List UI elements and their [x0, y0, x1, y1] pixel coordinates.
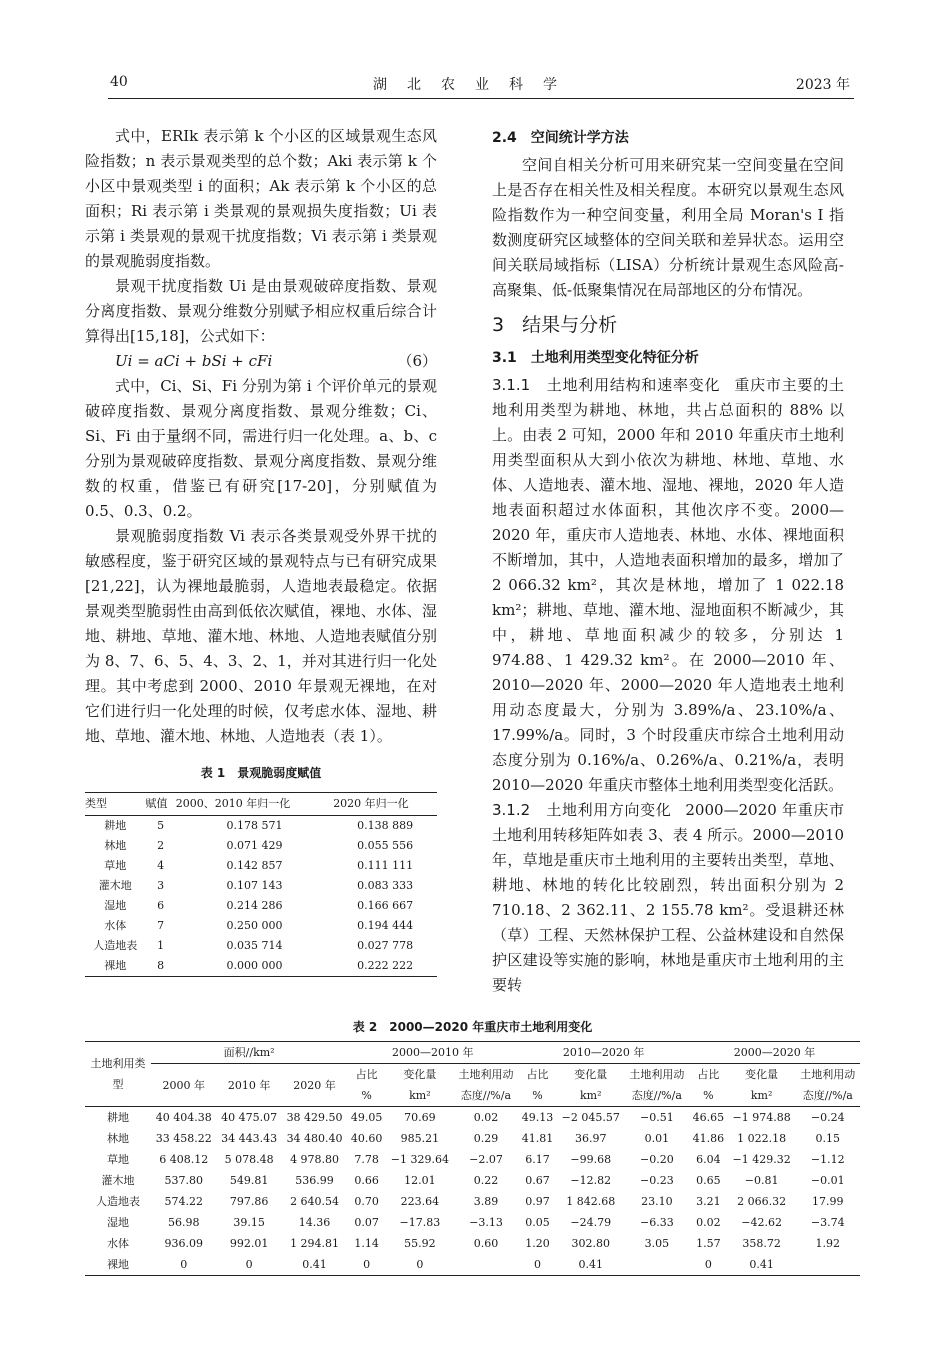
table-cell-type: 林地 — [104, 839, 127, 852]
para-disturbance-index: 景观干扰度指数 Ui 是由景观破碎度指数、景观分离度指数、景观分维数分别赋予相应权重后综合计算得出[15,18]，公式如下： — [85, 277, 437, 345]
table-cell: −99.68 — [570, 1153, 612, 1166]
para-spatial-stats: 空间自相关分析可用来研究某一空间变量在空间上是否存在相关性及相关程度。本研究以景观生态风险指数作为一种空间变量，利用全局 Moran's I 指数测度研究区域整体的空间关联和差异状态。运用空间关联局域指标（LISA）分析统计景观生态风险高-高聚集、低-低聚集情况在局部地区的分布情况。 — [492, 156, 844, 299]
section-title: 结果与分析 — [522, 314, 618, 336]
table2-sub-dynamic: 土地利用动 — [629, 1068, 685, 1081]
table-cell-type: 裸地 — [85, 956, 146, 977]
table-cell: 0.07 — [354, 1216, 379, 1229]
table-cell: 0.250 000 — [226, 919, 283, 932]
table-cell: 549.81 — [229, 1174, 269, 1187]
formula-6 — [85, 349, 437, 374]
table-cell: 0 — [216, 1254, 281, 1276]
table-cell: 1.92 — [815, 1237, 841, 1250]
table-cell: 34 443.43 — [221, 1132, 278, 1145]
table2-unit: km² — [386, 1085, 454, 1107]
table-cell: −3.13 — [469, 1216, 503, 1229]
table-cell-type: 林地 — [107, 1132, 129, 1145]
table-cell: 12.01 — [404, 1174, 436, 1187]
table-cell: 0.142 857 — [226, 859, 283, 872]
heading-3-1: 3.1 土地利用类型变化特征分析 — [492, 350, 699, 366]
table-cell: 1 022.18 — [737, 1132, 787, 1145]
table-cell: 0.02 — [473, 1111, 499, 1124]
table-cell: 7 — [157, 919, 165, 932]
table-cell: −1 974.88 — [732, 1111, 791, 1124]
table2-header-period: 2000—2010 年 — [347, 1042, 518, 1064]
left-column — [85, 124, 437, 977]
table-cell-type: 灌木地 — [98, 879, 132, 892]
table-cell-type: 水体 — [104, 919, 127, 932]
para-formula-explanation: 式中，Ci、Si、Fi 分别为第 i 个评价单元的景观破碎度指数、景观分离度指数、景观分维数；Ci、Si、Fi 由于量纲不同，需进行归一化处理。a、b、c 分别为景观破碎度指数、景观分离度指数、景观分维数的权重，借鉴已有研究[17-20]，分别赋值为 0.5、0.3、0.2。 — [85, 377, 437, 520]
table2-header-type: 土地利用类型 — [85, 1042, 151, 1107]
table-cell — [796, 1254, 860, 1276]
table2-row — [85, 1191, 860, 1212]
table-cell: 5 078.48 — [224, 1153, 274, 1166]
table-cell: 6.17 — [525, 1153, 550, 1166]
table-cell: 0.178 571 — [226, 819, 283, 832]
table-cell: 0.41 — [557, 1254, 625, 1276]
table-cell: 1.20 — [525, 1237, 550, 1250]
table2-sub-dynamic: 土地利用动 — [458, 1068, 514, 1081]
table-cell: 0.027 778 — [357, 939, 414, 952]
table-cell: 223.64 — [400, 1195, 440, 1208]
table-cell: 0.60 — [473, 1237, 499, 1250]
table-cell: 0.29 — [473, 1132, 499, 1145]
table-cell: 0.70 — [354, 1195, 379, 1208]
table-cell: 0.214 286 — [226, 899, 283, 912]
table-cell: 0.111 111 — [357, 859, 414, 872]
table-cell: 0 — [347, 1254, 386, 1276]
table-cell: 0.66 — [354, 1174, 379, 1187]
table-cell: −0.01 — [810, 1174, 845, 1187]
table-cell: −2.07 — [469, 1153, 503, 1166]
heading-3-1-1: 3.1.1 土地利用结构和速率变化 — [492, 376, 721, 394]
table-cell — [625, 1254, 689, 1276]
table2-caption: 表 2 2000—2020 年重庆市土地利用变化 — [352, 1020, 593, 1034]
table-cell: 0.138 889 — [357, 819, 414, 832]
table-cell: 0.083 333 — [357, 879, 414, 892]
table-cell: 797.86 — [229, 1195, 269, 1208]
page-number: 40 — [110, 74, 128, 90]
table2 — [85, 1041, 860, 1276]
table-cell: 574.22 — [164, 1195, 203, 1208]
para-3-1-2 — [492, 798, 844, 998]
table-cell: 0 — [151, 1254, 216, 1276]
table-cell-type: 湿地 — [104, 899, 127, 912]
table-cell: 56.98 — [167, 1216, 200, 1229]
table-cell: −24.79 — [570, 1216, 612, 1229]
table2-header-period: 2010—2020 年 — [518, 1042, 689, 1064]
table-cell: 0.035 714 — [226, 939, 283, 952]
table-cell: 0.071 429 — [226, 839, 283, 852]
table2-row — [85, 1170, 860, 1191]
table2-sub-share: 占比 — [355, 1068, 378, 1081]
table-cell: −0.81 — [744, 1174, 779, 1187]
para-eri-definition: 式中，ERIk 表示第 k 个小区的区域景观生态风险指数；n 表示景观类型的总个数；Aki 表示第 k 个小区中景观类型 i 的面积；Ak 表示第 k 个小区的总面积；Ri 表示第 i 类景观的景观损失度指数；Ui 表示第 i 类景观的景观干扰度指数；Vi 表示第 i 类景观的景观脆弱度指数。 — [85, 127, 437, 270]
table-cell: −0.20 — [639, 1153, 674, 1166]
heading-2-4: 2.4 空间统计学方法 — [492, 130, 629, 146]
table-cell: −3.74 — [810, 1216, 845, 1229]
table1-caption: 表 1 景观脆弱度赋值 — [200, 766, 322, 780]
table-cell: 0.055 556 — [357, 839, 414, 852]
table2-row — [85, 1233, 860, 1254]
table-cell: 41.81 — [521, 1132, 554, 1145]
table-cell: 55.92 — [404, 1237, 436, 1250]
table-cell: 3.05 — [644, 1237, 670, 1250]
table-cell: 0.000 000 — [176, 956, 333, 977]
table-cell: 2 — [157, 839, 165, 852]
table2-header-year: 2020 年 — [282, 1064, 347, 1107]
table-cell: 4 978.80 — [290, 1153, 340, 1166]
table-cell: −0.51 — [639, 1111, 674, 1124]
table-cell: −17.83 — [399, 1216, 441, 1229]
table1-row — [85, 896, 437, 916]
table2-unit: % — [347, 1085, 386, 1107]
table-cell: 7.78 — [354, 1153, 379, 1166]
table-cell: 0 — [518, 1254, 557, 1276]
table-cell: 40 404.38 — [155, 1111, 212, 1124]
table2-sub-share: 占比 — [697, 1068, 720, 1081]
table2-header-year: 2000 年 — [151, 1064, 216, 1107]
table2-row — [85, 1128, 860, 1149]
table1-row — [85, 956, 437, 977]
table-cell-type: 裸地 — [85, 1254, 151, 1276]
table2-header-year: 2010 年 — [216, 1064, 281, 1107]
table-cell: 38 429.50 — [286, 1111, 343, 1124]
table1-row — [85, 816, 437, 837]
table-cell: 34 480.40 — [286, 1132, 343, 1145]
table-cell: 1.57 — [696, 1237, 721, 1250]
table-cell: −1 429.32 — [732, 1153, 791, 1166]
table-cell: 0.15 — [815, 1132, 841, 1145]
table-cell: 36.97 — [575, 1132, 607, 1145]
table-cell: 8 — [146, 956, 176, 977]
table-cell-type: 耕地 — [104, 819, 127, 832]
table-cell: 536.99 — [295, 1174, 334, 1187]
table-cell: 1.14 — [354, 1237, 379, 1250]
table-cell: 2 066.32 — [737, 1195, 787, 1208]
table1-header: 赋值 — [146, 793, 176, 816]
table1-row — [85, 936, 437, 956]
table-cell: 40 475.07 — [221, 1111, 278, 1124]
table2-sub-change: 变化量 — [574, 1068, 608, 1081]
table2-header-period: 2000—2020 年 — [689, 1042, 860, 1064]
table2-row — [85, 1107, 860, 1129]
journal-name: 湖北农业科学 — [373, 77, 577, 93]
table-cell: 0 — [386, 1254, 454, 1276]
table2-unit: 态度//%/a — [796, 1085, 860, 1107]
formula-expression: Ui = aCi + bSi + cFi — [115, 352, 273, 370]
table-cell: 14.36 — [298, 1216, 331, 1229]
table2-header-area: 面积//km² — [151, 1042, 347, 1064]
table-cell-type: 草地 — [104, 859, 127, 872]
table2-unit: km² — [728, 1085, 796, 1107]
table1-row — [85, 836, 437, 856]
heading-3-1-2: 3.1.2 土地利用方向变化 — [492, 801, 672, 819]
table-cell: 0.222 222 — [333, 956, 437, 977]
para-vulnerability-index: 景观脆弱度指数 Vi 表示各类景观受外界干扰的敏感程度，鉴于研究区域的景观特点与已有研究成果[21,22]，认为裸地最脆弱，人造地表最稳定。依据景观类型脆弱性由高到低依次赋值，裸地、水体、湿地、耕地、草地、灌木地、林地、人造地表赋值分别为 8、7、6、5、4、3、2、1，并对其进行归一化处理。其中考虑到 2000、2010 年景观无裸地，在对它们进行归一化处理的时候，仅考虑水体、湿地、耕地、草地、灌木地、林地、人造地表（表 1）。 — [85, 527, 437, 745]
table-cell: −12.82 — [570, 1174, 612, 1187]
table-cell: 302.80 — [571, 1237, 610, 1250]
table1 — [85, 792, 437, 977]
table-cell: 0.41 — [282, 1254, 347, 1276]
table2-sub-change: 变化量 — [745, 1068, 779, 1081]
table-cell: −0.23 — [639, 1174, 674, 1187]
table2-sub-change: 变化量 — [403, 1068, 437, 1081]
table2-unit: % — [518, 1085, 557, 1107]
table-cell: 0.107 143 — [226, 879, 283, 892]
table-cell: 0.67 — [525, 1174, 550, 1187]
table-cell: 0 — [689, 1254, 728, 1276]
table-cell: 49.05 — [350, 1111, 383, 1124]
para-3-1-2-text: 2000—2020 年重庆市土地利用转移矩阵如表 3、表 4 所示。2000—2010 年，草地是重庆市土地利用的主要转出类型，草地、耕地、林地的转化比较剧烈，转出面积分别为 2 710.18、2 362.11、2 155.78 km²。受退耕还林（草）工程、天然林保护工程、公益林建设和自然保护区建设等实施的影响，林地是重庆市土地利用的主要转 — [492, 801, 844, 994]
table-cell: 6.04 — [696, 1153, 721, 1166]
table-cell: 0.01 — [644, 1132, 670, 1145]
table-cell: 992.01 — [229, 1237, 269, 1250]
table1-header-row — [85, 793, 437, 816]
table-cell-type: 草地 — [107, 1153, 129, 1166]
table-cell-type: 水体 — [107, 1237, 129, 1250]
table-cell: 1 294.81 — [290, 1237, 340, 1250]
table-cell: 985.21 — [400, 1132, 440, 1145]
table-cell: 0.166 667 — [357, 899, 414, 912]
table-cell: 17.99 — [812, 1195, 844, 1208]
table-cell — [454, 1254, 518, 1276]
table-cell: −1.12 — [810, 1153, 845, 1166]
header-rule — [108, 98, 854, 99]
table-cell: −42.62 — [741, 1216, 782, 1229]
table-cell: 0.97 — [525, 1195, 550, 1208]
journal-year: 2023 年 — [795, 77, 850, 93]
table-cell: 6 408.12 — [159, 1153, 209, 1166]
table-cell-type: 人造地表 — [93, 939, 138, 952]
table-cell-type: 湿地 — [107, 1216, 129, 1229]
table-cell: 1 842.68 — [566, 1195, 616, 1208]
table2-sub-share: 占比 — [526, 1068, 549, 1081]
table2-unit: km² — [557, 1085, 625, 1107]
table-cell: 2 640.54 — [290, 1195, 340, 1208]
table-cell: 537.80 — [164, 1174, 203, 1187]
table-cell: 3.89 — [473, 1195, 499, 1208]
table-cell: 49.13 — [521, 1111, 554, 1124]
table-cell: 936.09 — [164, 1237, 203, 1250]
table-cell: 70.69 — [404, 1111, 436, 1124]
table2-block — [85, 1018, 860, 1276]
table-cell: 33 458.22 — [155, 1132, 212, 1145]
table-cell: 3 — [157, 879, 165, 892]
table-cell: 0.02 — [696, 1216, 721, 1229]
table-cell: 41.86 — [692, 1132, 725, 1145]
table-cell-type: 灌木地 — [101, 1174, 135, 1187]
page-header — [0, 74, 950, 98]
table-cell: −2 045.57 — [561, 1111, 620, 1124]
table2-row — [85, 1149, 860, 1170]
table2-unit: 态度//%/a — [625, 1085, 689, 1107]
table2-sub-dynamic: 土地利用动 — [800, 1068, 856, 1081]
table-cell: 3.21 — [696, 1195, 721, 1208]
para-3-1-1 — [492, 373, 844, 798]
table1-header: 2000、2010 年归一化 — [176, 793, 333, 816]
table-cell: 1 — [157, 939, 165, 952]
heading-section-3 — [492, 313, 844, 338]
table1-row — [85, 876, 437, 896]
table-cell: 40.60 — [350, 1132, 383, 1145]
table-cell: 0.65 — [696, 1174, 721, 1187]
table-cell: −0.24 — [810, 1111, 845, 1124]
table-cell: 46.65 — [692, 1111, 725, 1124]
table-cell: 23.10 — [641, 1195, 673, 1208]
table-cell: −1 329.64 — [390, 1153, 449, 1166]
table-cell: 39.15 — [233, 1216, 265, 1229]
table2-unit: % — [689, 1085, 728, 1107]
table-cell: 0.194 444 — [357, 919, 414, 932]
table1-row — [85, 856, 437, 876]
table-cell: 0.22 — [473, 1174, 499, 1187]
table-cell: 5 — [157, 819, 165, 832]
table2-unit: 态度//%/a — [454, 1085, 518, 1107]
right-column — [492, 124, 844, 998]
table-cell: 358.72 — [742, 1237, 781, 1250]
table-cell: −6.33 — [639, 1216, 674, 1229]
table-cell-type: 人造地表 — [96, 1195, 140, 1208]
table-cell: 0.41 — [728, 1254, 796, 1276]
section-number: 3 — [492, 314, 505, 336]
table2-row — [85, 1254, 860, 1276]
table-cell: 0.05 — [525, 1216, 550, 1229]
para-3-1-1-text: 重庆市主要的土地利用类型为耕地、林地，共占总面积的 88% 以上。由表 2 可知，2000 年和 2010 年重庆市土地利用类型面积从大到小依次为耕地、林地、草地、水体、人造地表、灌木地、湿地、裸地，2020 年人造地表面积超过水体面积，其他次序不变。2000—2020 年，重庆市人造地表、林地、水体、裸地面积不断增加，其中，人造地表面积增加的最多，增加了 2 066.32 km²，其次是林地，增加了 1 022.18 km²；耕地、草地、灌木地、湿地面积不断减少，其中，耕地、草地面积减少的较多，分别达 1 974.88、1 429.32 km²。在 2000—2010 年、2010—2020 年、2000—2020 年人造地表土地利用动态度最大，分别为 3.89%/a、23.10%/a、17.99%/a。同时，3 个时段重庆市综合土地利用动态度分别为 0.16%/a、0.26%/a、0.21%/a，表明 2010—2020 年重庆市整体土地利用类型变化活跃。 — [492, 376, 844, 794]
table1-row — [85, 916, 437, 936]
formula-number: （6） — [397, 352, 437, 370]
table-cell-type: 耕地 — [107, 1111, 129, 1124]
table1-header: 类型 — [85, 793, 146, 816]
table2-row — [85, 1212, 860, 1233]
table1-header: 2020 年归一化 — [333, 793, 437, 816]
table-cell: 6 — [157, 899, 165, 912]
table-cell: 4 — [157, 859, 165, 872]
